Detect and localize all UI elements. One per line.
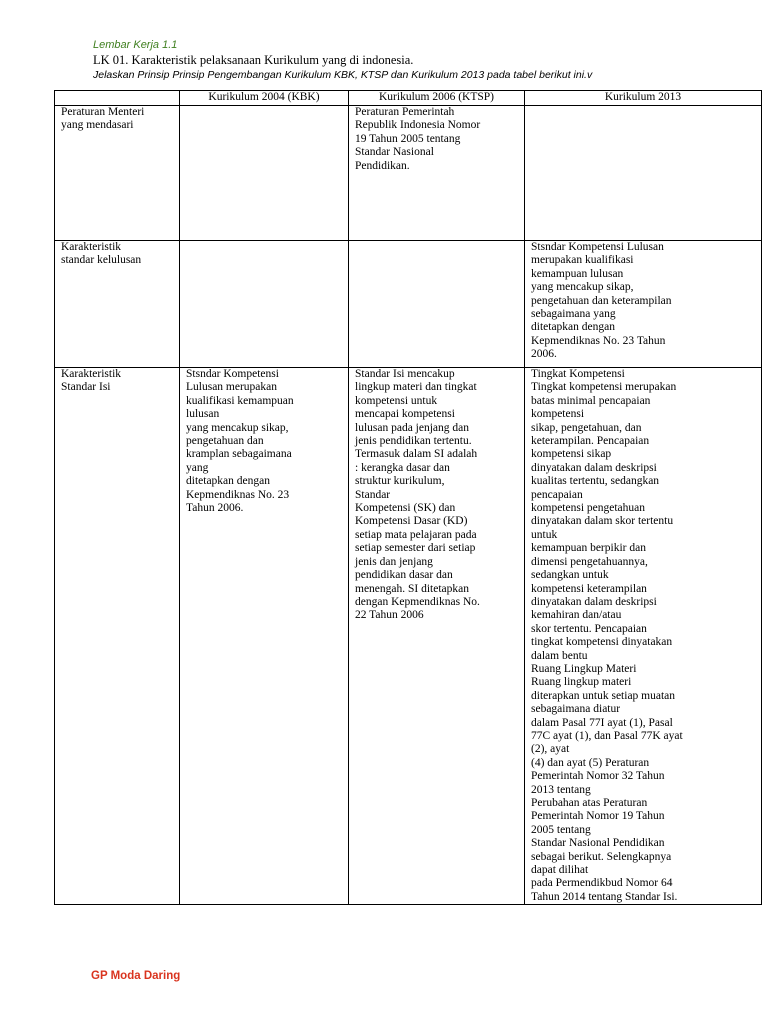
cell-text-line: Pemerintah Nomor 32 Tahun [531,770,665,783]
cell-text-line: Kompetensi Dasar (KD) [355,515,468,528]
cell-text-line: kemampuan lulusan [531,267,624,280]
cell-text-line: (4) dan ayat (5) Peraturan [531,756,650,769]
kbk-cell [180,241,349,368]
cell-text-line: sebagaimana diatur [531,703,621,716]
cell-text-line: kompetensi [531,408,585,421]
table-row [55,241,762,368]
cell-text-line: Tahun 2006. [186,502,244,515]
cell-text-line: Pendidikan. [355,159,410,172]
cell-text-line: Lulusan merupakan [186,381,278,394]
cell-text-line: standar kelulusan [61,254,142,267]
k13-cell [525,368,762,905]
cell-text-line: sebagai berikut. Selengkapnya [531,850,672,863]
cell-text-line: Tingkat kompetensi merupakan [531,381,677,394]
cell-text-line: jenis dan jenjang [355,555,433,568]
cell-text-line: sikap, pengetahuan, dan [531,421,642,434]
cell-text-line: 19 Tahun 2005 tentang [355,132,461,145]
cell-text-line: pencapaian [531,488,583,501]
cell-text-line: kemahiran dan/atau [531,609,622,622]
k13-cell [525,241,762,368]
column-header-kbk: Kurikulum 2004 (KBK) [180,91,349,106]
cell-text-line: kramplan sebagaimana [186,448,292,461]
cell-text-line: Tingkat Kompetensi [531,368,625,380]
table-header-row [55,91,762,106]
worksheet-instruction: Jelaskan Prinsip Prinsip Pengembangan Kurikulum KBK, KTSP dan Kurikulum 2013 pada tabel berikut ini.v [93,69,593,81]
cell-text-line: kompetensi sikap [531,448,612,461]
table-row [55,368,762,905]
cell-text-line: Peraturan Menteri [61,106,145,118]
cell-text-line: pada Permendikbud Nomor 64 [531,877,673,890]
cell-text-line: diterapkan untuk setiap muatan [531,689,676,702]
k13-cell [525,106,762,241]
cell-text-line: Standar Isi [61,381,111,394]
cell-text-line: Standar Nasional [355,146,434,159]
cell-text-line: menengah. SI ditetapkan [355,582,470,595]
cell-text-line: skor tertentu. Pencapaian [531,622,647,635]
cell-text-line: dimensi pengetahuannya, [531,555,648,568]
cell-text-line: ditetapkan dengan [186,475,270,488]
column-header-ktsp: Kurikulum 2006 (KTSP) [349,91,525,106]
column-header-k13: Kurikulum 2013 [525,91,762,106]
cell-text-line: dinyatakan dalam deskripsi [531,595,657,608]
cell-text-line: Pemerintah Nomor 19 Tahun [531,810,665,823]
cell-text-line: Republik Indonesia Nomor [355,119,481,132]
cell-text-line: merupakan kualifikasi [531,254,634,267]
cell-text-line: dalam Pasal 77I ayat (1), Pasal [531,716,673,729]
cell-text-line: (2), ayat [531,743,570,756]
cell-text-line: dengan Kepmendiknas No. [355,595,480,608]
cell-text-line: kualifikasi kemampuan [186,394,294,407]
cell-text-line: Tahun 2014 tentang Standar Isi. [531,890,678,903]
cell-text-line: pendidikan dasar dan [355,569,453,582]
cell-text-line: kemampuan berpikir dan [531,542,646,555]
cell-text-line: Perubahan atas Peraturan [531,797,648,809]
cell-text-line: Standar Nasional Pendidikan [531,837,665,850]
worksheet-title: LK 01. Karakteristik pelaksanaan Kurikulum yang di indonesia. [93,53,414,67]
cell-text-line: Kepmendiknas No. 23 Tahun [531,334,666,347]
worksheet-header [93,38,592,82]
cell-text-line: sedangkan untuk [531,569,609,582]
cell-text-line: Stsndar Kompetensi Lulusan [531,241,664,253]
cell-text-line: Peraturan Pemerintah [355,106,455,118]
cell-text-line: 2013 tentang [531,783,591,796]
cell-text-line: kompetensi untuk [355,394,438,407]
cell-text-line: lulusan [186,408,220,421]
cell-text-line: Standar [355,488,391,501]
cell-text-line: Karakteristik [61,368,122,380]
cell-text-line: 22 Tahun 2006 [355,609,424,622]
cell-text-line: 2005 tentang [531,823,591,836]
cell-text-line: kompetensi pengetahuan [531,502,646,515]
cell-text-line: yang mencakup sikap, [186,421,289,434]
cell-text-line: setiap mata pelajaran pada [355,528,477,541]
ktsp-cell [349,106,525,241]
worksheet-label: Lembar Kerja 1.1 [93,39,178,51]
cell-text-line: yang [186,461,209,474]
cell-text-line: Kepmendiknas No. 23 [186,488,290,501]
cell-text-line: : kerangka dasar dan [355,461,450,474]
cell-text-line: yang mencakup sikap, [531,281,634,294]
cell-text-line: struktur kurikulum, [355,475,445,488]
ktsp-cell [349,241,525,368]
cell-text-line: Karakteristik [61,241,122,253]
cell-text-line: 77C ayat (1), dan Pasal 77K ayat [531,729,683,742]
footer-label: GP Moda Daring [91,970,181,982]
cell-text-line: lingkup materi dan tingkat [355,381,477,394]
cell-text-line: tingkat kompetensi dinyatakan [531,636,673,649]
cell-text-line: Ruang Lingkup Materi [531,662,637,675]
cell-text-line: dapat dilihat [531,864,589,877]
cell-text-line: pengetahuan dan [186,435,264,448]
curriculum-table [54,90,762,905]
kbk-cell [180,106,349,241]
cell-text-line: Kompetensi (SK) dan [355,502,456,515]
kbk-cell [180,368,349,905]
cell-text-line: keterampilan. Pencapaian [531,435,650,448]
cell-text-line: yang mendasari [61,119,134,132]
cell-text-line: dinyatakan dalam skor tertentu [531,515,674,528]
row-label-cell [55,106,180,241]
cell-text-line: untuk [531,528,558,541]
cell-text-line: Standar Isi mencakup [355,368,455,380]
cell-text-line: ditetapkan dengan [531,321,615,334]
cell-text-line: Stsndar Kompetensi [186,368,279,380]
column-header-empty [55,91,180,106]
cell-text-line: mencapai kompetensi [355,408,455,421]
cell-text-line: 2006. [531,348,557,361]
cell-text-line: Termasuk dalam SI adalah [355,448,478,461]
cell-text-line: lulusan pada jenjang dan [355,421,470,434]
cell-text-line: jenis pendidikan tertentu. [355,435,472,448]
row-label-cell [55,368,180,905]
cell-text-line: Ruang lingkup materi [531,676,632,689]
row-label-cell [55,241,180,368]
cell-text-line: kualitas tertentu, sedangkan [531,475,660,488]
cell-text-line: batas minimal pencapaian [531,394,651,407]
cell-text-line: dalam bentu [531,649,588,662]
cell-text-line: dinyatakan dalam deskripsi [531,461,657,474]
table-row [55,106,762,241]
ktsp-cell [349,368,525,905]
cell-text-line: kompetensi keterampilan [531,582,647,595]
cell-text-line: sebagaimana yang [531,308,616,321]
cell-text-line: setiap semester dari setiap [355,542,476,555]
cell-text-line: pengetahuan dan keterampilan [531,294,672,307]
